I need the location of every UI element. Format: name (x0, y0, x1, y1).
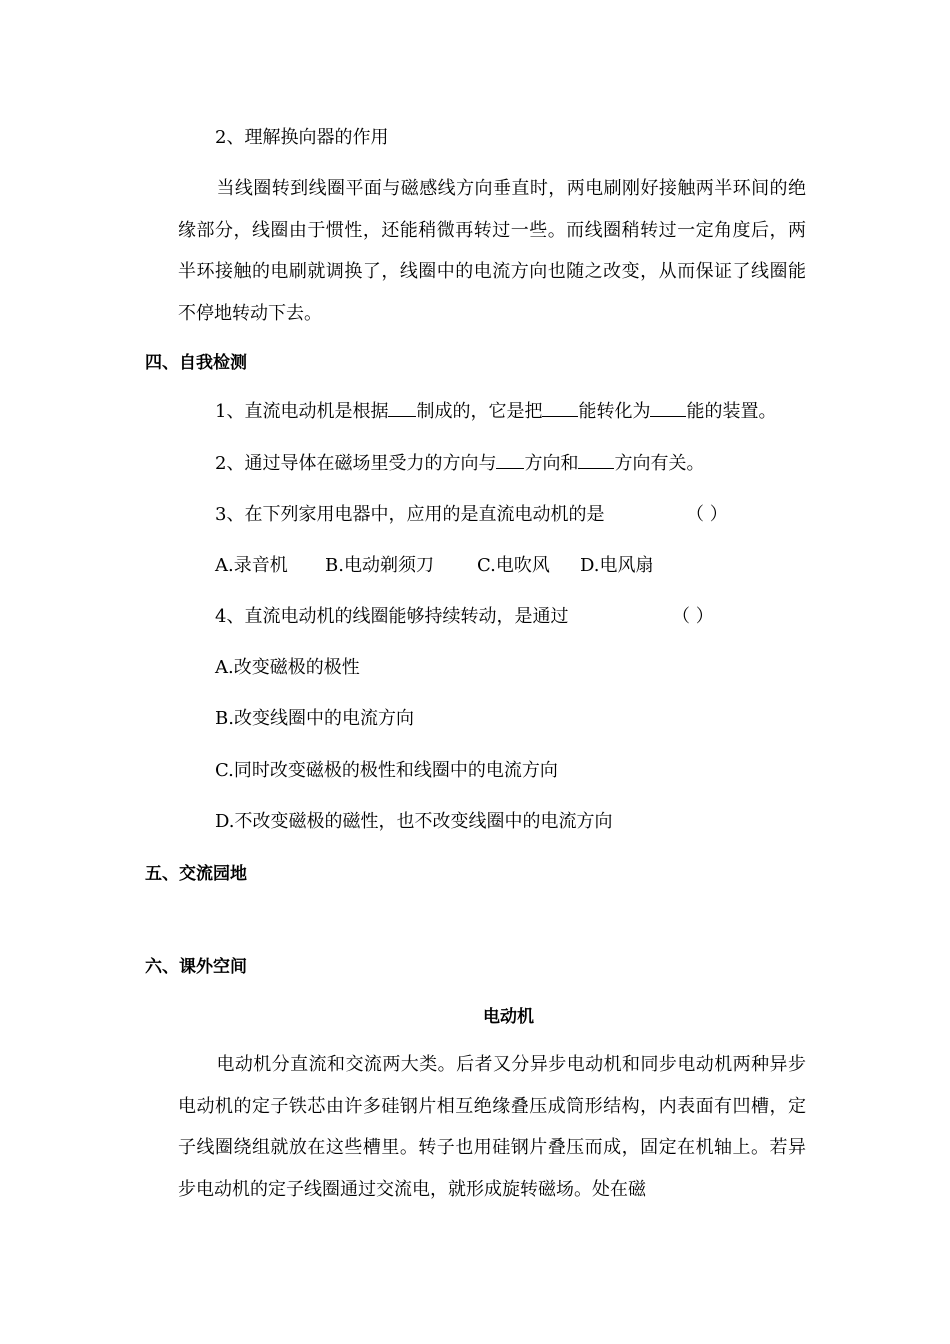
q1-text-c: 能转化为 (578, 401, 651, 422)
commutator-subtitle: 2、理解换向器的作用 (215, 127, 389, 148)
q3-option-a: A.录音机 (215, 555, 288, 576)
question-2 (215, 452, 704, 476)
q4-option-d: D.不改变磁极的磁性，也不改变线圈中的电流方向 (215, 811, 613, 832)
section-6-heading: 六、课外空间 (145, 957, 247, 977)
q1-blank-1[interactable] (388, 400, 416, 417)
commutator-paragraph (178, 168, 806, 334)
section-4-heading: 四、自我检测 (145, 353, 247, 373)
q4-option-a: A.改变磁极的极性 (215, 657, 360, 678)
question-4-stem: 4、直流电动机的线圈能够持续转动，是通过 (215, 606, 569, 627)
q4-option-c: C.同时改变磁极的极性和线圈中的电流方向 (215, 760, 558, 781)
q2-text-a: 2、通过导体在磁场里受力的方向与 (215, 453, 497, 474)
q1-text-d: 能的装置。 (686, 401, 777, 422)
q3-option-b: B.电动剃须刀 (325, 555, 434, 576)
q2-text-b: 方向和 (524, 453, 579, 474)
commutator-text: 当线圈转到线圈平面与磁感线方向垂直时，两电刷刚好接触两半环间的绝缘部分，线圈由于惯性，还能稍微再转过一些。而线圈稍转过一定角度后，两半环接触的电刷就调换了，线圈中的电流方向也随之改变，从而保证了线圈能不停地转动下去。 (178, 178, 806, 324)
q1-text-b: 制成的，它是把 (416, 401, 543, 422)
q3-option-d: D.电风扇 (580, 555, 654, 576)
q2-blank-2[interactable] (578, 452, 614, 469)
q1-text-a: 1、直流电动机是根据 (215, 401, 389, 422)
q1-blank-2[interactable] (542, 400, 578, 417)
q3-option-c: C.电吹风 (477, 555, 550, 576)
q4-option-b: B.改变线圈中的电流方向 (215, 708, 414, 729)
question-1 (215, 400, 776, 424)
section-5-heading: 五、交流园地 (145, 864, 247, 884)
article-paragraph (178, 1044, 806, 1210)
q1-blank-3[interactable] (650, 400, 686, 417)
article-text: 电动机分直流和交流两大类。后者又分异步电动机和同步电动机两种异步电动机的定子铁芯由许多硅钢片相互绝缘叠压成筒形结构，内表面有凹槽，定子线圈绕组就放在这些槽里。转子也用硅钢片叠压而成，固定在机轴上。若异步电动机的定子线圈通过交流电，就形成旋转磁场。处在磁 (178, 1054, 806, 1200)
question-3-stem: 3、在下列家用电器中，应用的是直流电动机的是 (215, 504, 605, 525)
article-title: 电动机 (483, 1007, 534, 1027)
question-3-answer-paren[interactable]: （ ） (686, 504, 728, 525)
question-4-answer-paren[interactable]: （ ） (672, 606, 714, 627)
q2-text-c: 方向有关。 (614, 453, 705, 474)
q2-blank-1[interactable] (496, 452, 524, 469)
